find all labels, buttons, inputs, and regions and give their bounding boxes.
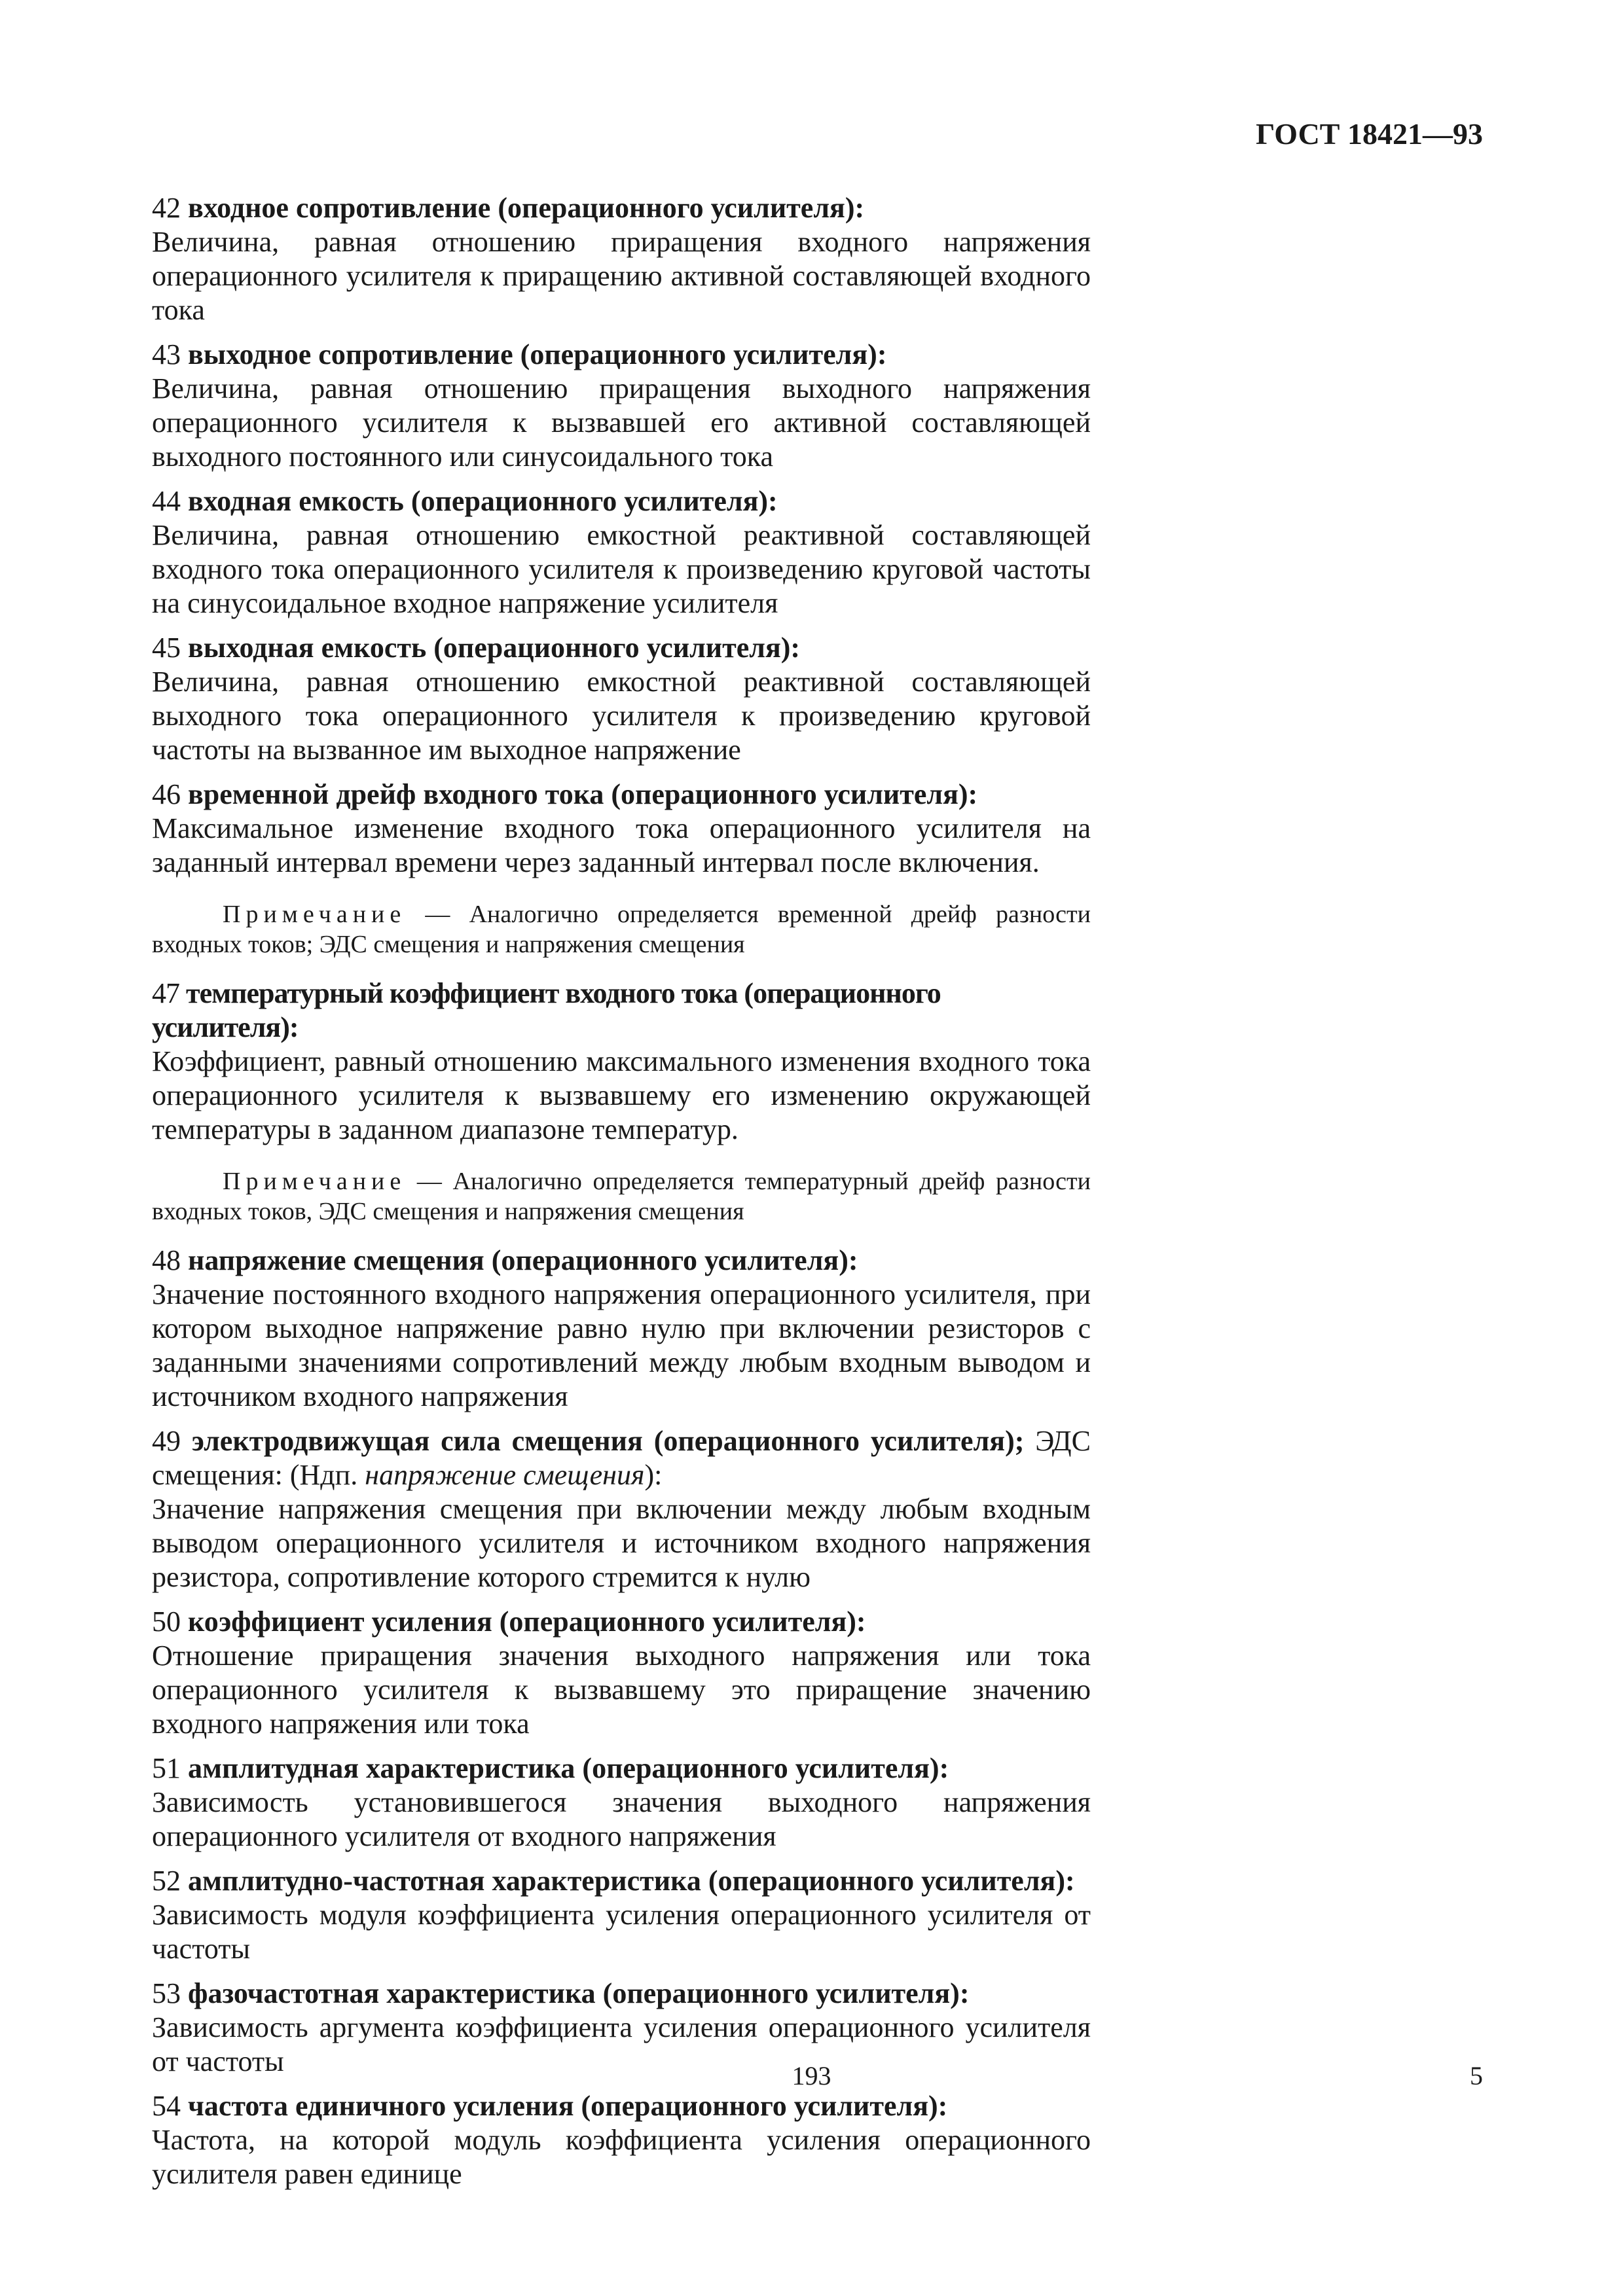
note-text: — Аналогично определяется температурный дрейф разности входных токов, ЭДС смещения и напряжения смещения	[152, 1168, 1091, 1225]
term-heading	[152, 1977, 1091, 2011]
term-definition: Максимальное изменение входного тока операционного усилителя на заданный интервал времени через заданный интервал после включения.	[152, 812, 1091, 878]
term-definition: Величина, равная отношению емкостной реактивной составляющей входного тока операционного усилителя к произведению круговой частоты на синусоидальное входное напряжение усилителя	[152, 519, 1091, 619]
term-number: 42	[152, 192, 181, 224]
note-label: Примечание	[223, 1168, 407, 1195]
term-entry-52	[152, 1864, 1091, 1966]
term-number: 50	[152, 1605, 181, 1638]
term-heading	[152, 1424, 1091, 1492]
term-heading	[152, 191, 1091, 225]
term-note	[152, 899, 1091, 960]
term-entry-50	[152, 1605, 1091, 1741]
term-definition: Зависимость модуля коэффициента усиления операционного усилителя от частоты	[152, 1899, 1091, 1965]
term-number: 51	[152, 1752, 181, 1784]
term-heading	[152, 338, 1091, 372]
term-heading	[152, 1751, 1091, 1785]
term-heading	[152, 631, 1091, 665]
term-entry-51	[152, 1751, 1091, 1854]
term-heading	[152, 977, 1091, 1045]
term-heading	[152, 1244, 1091, 1278]
term-entry-49	[152, 1424, 1091, 1594]
note-text: — Аналогично определяется временной дрейф разности входных токов; ЭДС смещения и напряжения смещения	[152, 901, 1091, 958]
term-number: 47	[152, 977, 179, 1009]
term-definition: Величина, равная отношению приращения выходного напряжения операционного усилителя к вызвавшей его активной составляющей выходного постоянного или синусоидального тока	[152, 372, 1091, 473]
term-number: 52	[152, 1865, 181, 1897]
term-name: температурный коэффициент входного тока (операционного усилителя):	[152, 977, 941, 1043]
term-number: 49	[152, 1425, 181, 1457]
term-deprecated: напряжение смещения	[365, 1459, 645, 1491]
term-name: коэффициент усиления (операционного усилителя):	[188, 1605, 866, 1638]
term-entry-45	[152, 631, 1091, 767]
term-name: электродвижущая сила смещения (операционного усилителя);	[191, 1425, 1025, 1457]
term-name: напряжение смещения (операционного усилителя):	[188, 1244, 858, 1276]
term-number: 48	[152, 1244, 181, 1276]
term-name: амплитудная характеристика (операционного усилителя):	[188, 1752, 949, 1784]
term-definition: Зависимость аргумента коэффициента усиления операционного усилителя от частоты	[152, 2011, 1091, 2077]
term-entry-54	[152, 2089, 1091, 2191]
term-number: 54	[152, 2090, 181, 2122]
term-definition: Величина, равная отношению приращения входного напряжения операционного усилителя к приращению активной составляющей входного тока	[152, 226, 1091, 326]
term-name: фазочастотная характеристика (операционного усилителя):	[188, 1977, 970, 2009]
term-number: 53	[152, 1977, 181, 2009]
term-name: частота единичного усиления (операционного усилителя):	[188, 2090, 948, 2122]
term-heading	[152, 2089, 1091, 2123]
term-definition: Значение напряжения смещения при включении между любым входным выводом операционного усилителя и источником входного напряжения резистора, сопротивление которого стремится к нулю	[152, 1493, 1091, 1593]
term-heading	[152, 1605, 1091, 1639]
term-heading	[152, 484, 1091, 518]
term-entry-44	[152, 484, 1091, 620]
term-name: входное сопротивление (операционного усилителя):	[188, 192, 865, 224]
term-name: входная емкость (операционного усилителя):	[188, 485, 778, 517]
note-label: Примечание	[223, 901, 407, 928]
term-synonym: ЭДС смещения: (Ндп.	[152, 1425, 1091, 1491]
term-definition: Зависимость установившегося значения выходного напряжения операционного усилителя от входного напряжения	[152, 1786, 1091, 1852]
document-header: ГОСТ 18421—93	[1256, 117, 1483, 151]
term-entry-42	[152, 191, 1091, 327]
term-definition: Величина, равная отношению емкостной реактивной составляющей выходного тока операционного усилителя к произведению круговой частоты на вызванное им выходное напряжение	[152, 666, 1091, 766]
term-definition: Частота, на которой модуль коэффициента усиления операционного усилителя равен единице	[152, 2124, 1091, 2190]
term-heading	[152, 778, 1091, 812]
term-name: амплитудно-частотная характеристика (операционного усилителя):	[188, 1865, 1075, 1897]
term-definition: Отношение приращения значения выходного напряжения или тока операционного усилителя к вызвавшему это приращение значению входного напряжения или тока	[152, 1640, 1091, 1740]
term-name: выходная емкость (операционного усилителя):	[188, 632, 801, 664]
term-entry-47	[152, 977, 1091, 1227]
term-number: 44	[152, 485, 181, 517]
term-name: выходное сопротивление (операционного усилителя):	[188, 338, 887, 370]
term-number: 46	[152, 778, 181, 810]
term-note	[152, 1166, 1091, 1227]
term-heading	[152, 1864, 1091, 1898]
term-name: временной дрейф входного тока (операционного усилителя):	[188, 778, 978, 810]
term-entry-43	[152, 338, 1091, 474]
page-number-right: 5	[1470, 2061, 1483, 2090]
term-entry-48	[152, 1244, 1091, 1414]
term-close: ):	[644, 1459, 663, 1491]
term-number: 43	[152, 338, 181, 370]
terms-list	[152, 191, 1091, 2202]
term-definition: Коэффициент, равный отношению максимального изменения входного тока операционного усилителя к вызвавшему его изменению окружающей температуры в заданном диапазоне температур.	[152, 1045, 1091, 1145]
term-entry-46	[152, 778, 1091, 960]
page-number-center: 193	[792, 2061, 831, 2090]
term-definition: Значение постоянного входного напряжения операционного усилителя, при котором выходное напряжение равно нулю при включении резисторов с заданными значениями сопротивлений между любым входным выводом и источником входного напряжения	[152, 1278, 1091, 1412]
term-number: 45	[152, 632, 181, 664]
